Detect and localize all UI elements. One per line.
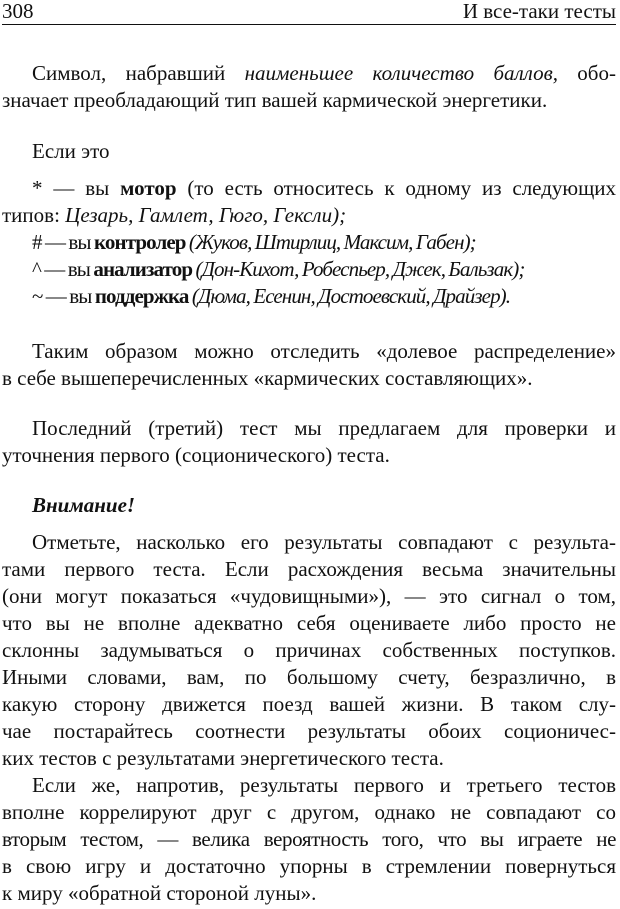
body-text (2, 60, 616, 907)
text-line: Отметьте, насколько его результаты совпадают с результа- (32, 530, 616, 554)
text-line: (они могут показаться «чудовищными»), — это сигнал о том, (2, 584, 616, 608)
text-line: вторым тестом, — велика вероятность того, что вы играете не (2, 827, 616, 851)
text-line: чае постарайтесь соотнести результаты обоих соционичес- (2, 719, 616, 743)
last-test-paragraph (2, 415, 616, 469)
else-paragraph (2, 772, 616, 907)
text-line: к миру «обратной стороной луны». (2, 881, 317, 905)
text-line: вполне коррелируют друг с другом, однако не совпадают со (2, 800, 616, 824)
running-head (2, 0, 616, 24)
type-motor: * — вы мотор (то есть относитесь к одному из следующих (32, 176, 616, 200)
text-line: склонны задумываться о причинах собственных поступков. (2, 638, 616, 662)
role-paragraph (2, 338, 616, 392)
text-line: в себе вышеперечисленных «кармических составляющих». (2, 366, 533, 390)
type-controller: # — вы контролер (Жуков, Штирлиц, Максим, Габен); (32, 230, 476, 254)
text-line: значает преобладающий тип вашей кармической энергетики. (2, 88, 548, 112)
type-motor-continued: типов: Цезарь, Гамлет, Гюго, Гексли); (2, 203, 347, 227)
text-line: тами первого теста. Если расхождения весьма значительны (2, 557, 616, 581)
text-line: Таким образом можно отследить «долевое распределение» (32, 339, 616, 363)
text-line: что вы не вполне адекватно себя оцениваете либо просто не (2, 611, 616, 635)
text-line: Последний (третий) тест мы предлагаем для проверки и (32, 416, 616, 440)
text-line: уточнения первого (соционического) теста. (2, 443, 390, 467)
text-line: ких тестов с результатами энергетического теста. (2, 746, 444, 770)
text-line: Если же, напротив, результаты первого и третьего тестов (32, 773, 616, 797)
header-rule (2, 24, 616, 25)
attention-heading: Внимание! (32, 493, 136, 517)
text-line: в свою игру и достаточно упорны в стремлении повернуться (2, 854, 616, 878)
text-line: какую сторону движется поезд вашей жизни. В таком слу- (2, 692, 616, 716)
text-line: Символ, набравший наименьшее количество баллов, обо- (32, 61, 616, 85)
text-line: Иными словами, вам, по большому счету, безразлично, в (2, 665, 616, 689)
running-title: И все-таки тесты (462, 0, 616, 23)
type-analyzer: ^ — вы анализатор (Дон-Кихот, Робеспьер, Джек, Бальзак); (32, 257, 525, 281)
type-list (2, 175, 616, 310)
if-this-line: Если это (32, 139, 110, 163)
page-number: 308 (2, 0, 34, 23)
intro-paragraph (2, 60, 616, 114)
compare-paragraph (2, 529, 616, 772)
type-support: ~ — вы поддержка (Дюма, Есенин, Достоевский, Драйзер). (32, 284, 511, 308)
